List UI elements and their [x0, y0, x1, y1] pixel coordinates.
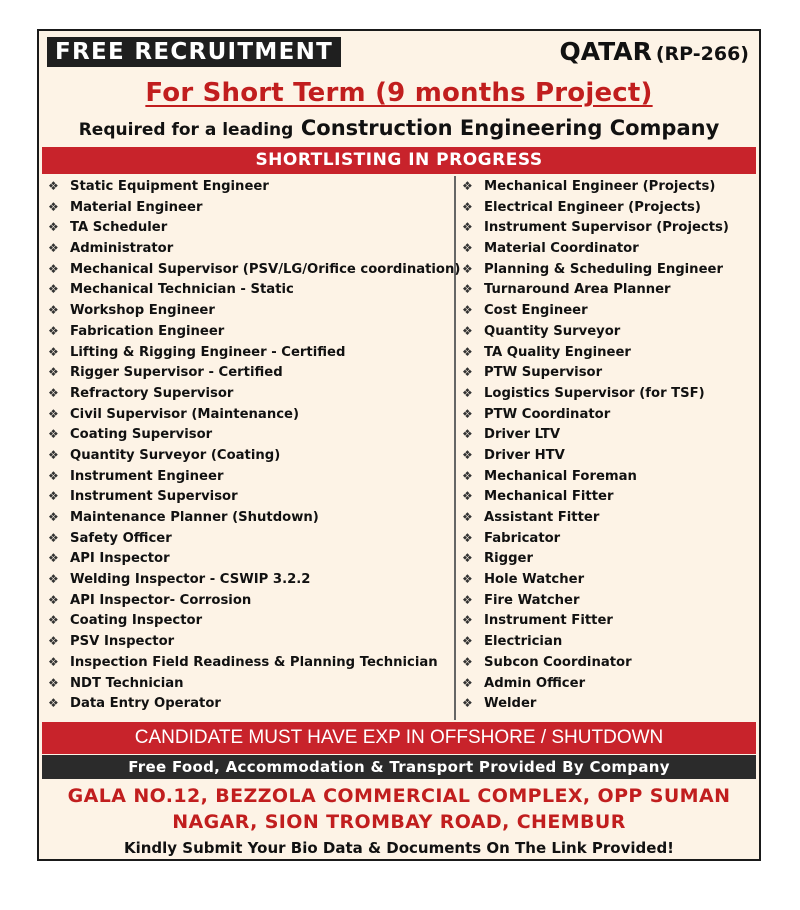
position-item [456, 569, 756, 590]
position-title: Subcon Coordinator [484, 654, 632, 670]
diamond-bullet-icon: ❖ [462, 654, 473, 669]
position-item [42, 300, 454, 321]
diamond-bullet-icon: ❖ [462, 572, 473, 587]
position-item [42, 590, 454, 611]
position-title: Fabricator [484, 530, 561, 546]
position-title: PTW Coordinator [484, 406, 611, 422]
diamond-bullet-icon: ❖ [48, 592, 59, 607]
diamond-bullet-icon: ❖ [462, 592, 473, 607]
position-item [42, 486, 454, 507]
position-item [42, 362, 454, 383]
position-title: Mechanical Supervisor (PSV/LG/Orifice coordination) [70, 261, 461, 277]
position-title: Driver HTV [484, 447, 565, 463]
position-title: Rigger Supervisor - Certified [70, 365, 283, 381]
position-title: Mechanical Technician - Static [70, 282, 294, 298]
position-title: Maintenance Planner (Shutdown) [70, 510, 319, 525]
position-item [42, 569, 454, 590]
country-name: QATAR [559, 37, 652, 66]
position-title: Fire Watcher [484, 592, 580, 608]
position-title: Rigger [484, 551, 534, 567]
diamond-bullet-icon: ❖ [48, 344, 59, 359]
diamond-bullet-icon: ❖ [48, 551, 59, 566]
position-title: Lifting & Rigging Engineer - Certified [70, 344, 346, 360]
position-item [456, 652, 756, 673]
diamond-bullet-icon: ❖ [462, 303, 473, 318]
position-item [42, 445, 454, 466]
diamond-bullet-icon: ❖ [462, 510, 473, 524]
diamond-bullet-icon: ❖ [462, 179, 473, 193]
diamond-bullet-icon: ❖ [48, 696, 59, 711]
position-item [456, 217, 756, 238]
position-item [456, 693, 756, 714]
diamond-bullet-icon: ❖ [48, 199, 59, 214]
country-heading [559, 37, 749, 67]
position-title: Coating Inspector [70, 613, 203, 629]
diamond-bullet-icon: ❖ [48, 530, 59, 545]
diamond-bullet-icon: ❖ [462, 696, 473, 711]
position-item [456, 673, 756, 694]
requirement-banner: CANDIDATE MUST HAVE EXP IN OFFSHORE / SHUTDOWN [42, 722, 756, 754]
position-title: PTW Supervisor [484, 365, 603, 381]
position-title: Instrument Engineer [70, 468, 224, 484]
position-title: Quantity Surveyor (Coating) [70, 447, 281, 463]
position-title: PSV Inspector [70, 634, 175, 650]
position-item [456, 507, 756, 528]
diamond-bullet-icon: ❖ [462, 261, 473, 276]
position-item [456, 197, 756, 218]
diamond-bullet-icon: ❖ [462, 427, 473, 442]
position-title: Fabrication Engineer [70, 323, 225, 339]
position-title: Electrical Engineer (Projects) [484, 199, 701, 215]
position-item [42, 466, 454, 487]
positions-column-left [42, 176, 461, 720]
position-title: Admin Officer [484, 675, 586, 691]
position-item [42, 507, 454, 528]
diamond-bullet-icon: ❖ [462, 241, 473, 256]
position-item [42, 673, 454, 694]
position-title: API Inspector- Corrosion [70, 592, 252, 608]
address-line-2: NAGAR, SION TROMBAY ROAD, CHEMBUR [172, 811, 626, 833]
position-title: TA Quality Engineer [484, 344, 631, 360]
position-item [456, 279, 756, 300]
diamond-bullet-icon: ❖ [48, 572, 59, 587]
diamond-bullet-icon: ❖ [462, 613, 473, 628]
recruitment-poster [37, 29, 761, 861]
position-title: Inspection Field Readiness & Planning Technician [70, 654, 438, 670]
diamond-bullet-icon: ❖ [462, 385, 473, 400]
position-item [456, 548, 756, 569]
position-title: Welder [484, 696, 537, 712]
position-item [42, 652, 454, 673]
position-item [42, 176, 454, 197]
diamond-bullet-icon: ❖ [48, 447, 59, 462]
position-item [42, 238, 454, 259]
diamond-bullet-icon: ❖ [48, 510, 59, 524]
diamond-bullet-icon: ❖ [48, 406, 59, 421]
position-title: Mechanical Engineer (Projects) [484, 179, 716, 194]
position-item [42, 279, 454, 300]
position-title: Administrator [70, 241, 174, 257]
position-item [42, 528, 454, 549]
position-item [42, 342, 454, 363]
diamond-bullet-icon: ❖ [462, 282, 473, 297]
position-item [42, 610, 454, 631]
diamond-bullet-icon: ❖ [462, 447, 473, 462]
diamond-bullet-icon: ❖ [462, 365, 473, 380]
position-title: Assistant Fitter [484, 510, 600, 525]
position-item [456, 528, 756, 549]
position-item [42, 321, 454, 342]
position-title: Static Equipment Engineer [70, 179, 269, 194]
position-title: Coating Supervisor [70, 427, 213, 443]
position-title: Data Entry Operator [70, 696, 221, 712]
position-item [456, 176, 756, 197]
diamond-bullet-icon: ❖ [48, 261, 59, 276]
position-item [456, 362, 756, 383]
position-item [456, 631, 756, 652]
position-title: Instrument Supervisor (Projects) [484, 220, 729, 236]
position-item [456, 590, 756, 611]
diamond-bullet-icon: ❖ [462, 551, 473, 566]
diamond-bullet-icon: ❖ [48, 220, 59, 235]
address [39, 783, 759, 835]
position-title: Welding Inspector - CSWIP 3.2.2 [70, 572, 311, 588]
position-title: Material Engineer [70, 199, 203, 215]
position-title: TA Scheduler [70, 220, 168, 236]
position-item [42, 404, 454, 425]
diamond-bullet-icon: ❖ [48, 468, 59, 483]
position-item [456, 238, 756, 259]
position-item [42, 383, 454, 404]
position-title: Quantity Surveyor [484, 323, 621, 339]
position-title: Refractory Supervisor [70, 385, 234, 401]
position-title: Hole Watcher [484, 572, 585, 588]
diamond-bullet-icon: ❖ [48, 179, 59, 193]
position-item [42, 197, 454, 218]
diamond-bullet-icon: ❖ [48, 613, 59, 628]
diamond-bullet-icon: ❖ [462, 323, 473, 338]
diamond-bullet-icon: ❖ [462, 634, 473, 649]
position-item [42, 259, 461, 280]
position-title: Logistics Supervisor (for TSF) [484, 385, 705, 401]
submit-note: Kindly Submit Your Bio Data & Documents On The Link Provided! [123, 839, 675, 857]
position-title: Civil Supervisor (Maintenance) [70, 406, 299, 422]
position-title: Planning & Scheduling Engineer [484, 261, 723, 277]
diamond-bullet-icon: ❖ [48, 323, 59, 338]
diamond-bullet-icon: ❖ [462, 406, 473, 421]
diamond-bullet-icon: ❖ [48, 634, 59, 649]
benefits-banner: Free Food, Accommodation & Transport Provided By Company [42, 755, 756, 779]
position-item [42, 424, 454, 445]
position-item [456, 321, 756, 342]
address-line-1: GALA NO.12, BEZZOLA COMMERCIAL COMPLEX, OPP SUMAN [67, 785, 731, 807]
position-title: Mechanical Fitter [484, 489, 614, 505]
diamond-bullet-icon: ❖ [48, 282, 59, 297]
position-item [42, 217, 454, 238]
position-item [456, 383, 756, 404]
position-title: Instrument Supervisor [70, 489, 238, 505]
position-item [456, 259, 756, 280]
diamond-bullet-icon: ❖ [462, 675, 473, 690]
position-item [456, 466, 756, 487]
diamond-bullet-icon: ❖ [48, 427, 59, 442]
term-heading: For Short Term (9 months Project) [145, 78, 653, 108]
position-title: Electrician [484, 634, 563, 650]
diamond-bullet-icon: ❖ [48, 654, 59, 669]
diamond-bullet-icon: ❖ [462, 199, 473, 214]
position-title: Workshop Engineer [70, 303, 215, 319]
diamond-bullet-icon: ❖ [48, 675, 59, 690]
positions-column-right [456, 176, 756, 720]
status-banner: SHORTLISTING IN PROGRESS [42, 147, 756, 174]
position-item [456, 445, 756, 466]
required-prefix: Required for a leading [78, 120, 294, 140]
position-title: Safety Officer [70, 530, 172, 546]
position-item [456, 404, 756, 425]
position-title: Mechanical Foreman [484, 468, 637, 484]
diamond-bullet-icon: ❖ [462, 530, 473, 545]
diamond-bullet-icon: ❖ [462, 344, 473, 359]
position-title: API Inspector [70, 551, 170, 567]
diamond-bullet-icon: ❖ [48, 303, 59, 318]
position-title: Material Coordinator [484, 241, 639, 257]
position-item [42, 693, 454, 714]
diamond-bullet-icon: ❖ [462, 220, 473, 235]
position-item [42, 548, 454, 569]
position-item [456, 486, 756, 507]
diamond-bullet-icon: ❖ [48, 385, 59, 400]
position-title: Instrument Fitter [484, 613, 613, 629]
position-title: Driver LTV [484, 427, 561, 443]
diamond-bullet-icon: ❖ [48, 241, 59, 256]
position-item [456, 610, 756, 631]
company-type: Construction Engineering Company [300, 116, 720, 140]
position-title: NDT Technician [70, 675, 184, 691]
diamond-bullet-icon: ❖ [48, 365, 59, 380]
diamond-bullet-icon: ❖ [462, 468, 473, 483]
reference-code: (RP-266) [655, 43, 749, 65]
position-item [456, 300, 756, 321]
free-recruitment-label: FREE RECRUITMENT [47, 37, 341, 67]
position-item [42, 631, 454, 652]
required-line [39, 116, 759, 140]
position-title: Turnaround Area Planner [484, 282, 671, 298]
diamond-bullet-icon: ❖ [48, 489, 59, 504]
position-item [456, 342, 756, 363]
position-title: Cost Engineer [484, 303, 588, 319]
diamond-bullet-icon: ❖ [462, 489, 473, 504]
position-item [456, 424, 756, 445]
positions-table [42, 176, 756, 720]
